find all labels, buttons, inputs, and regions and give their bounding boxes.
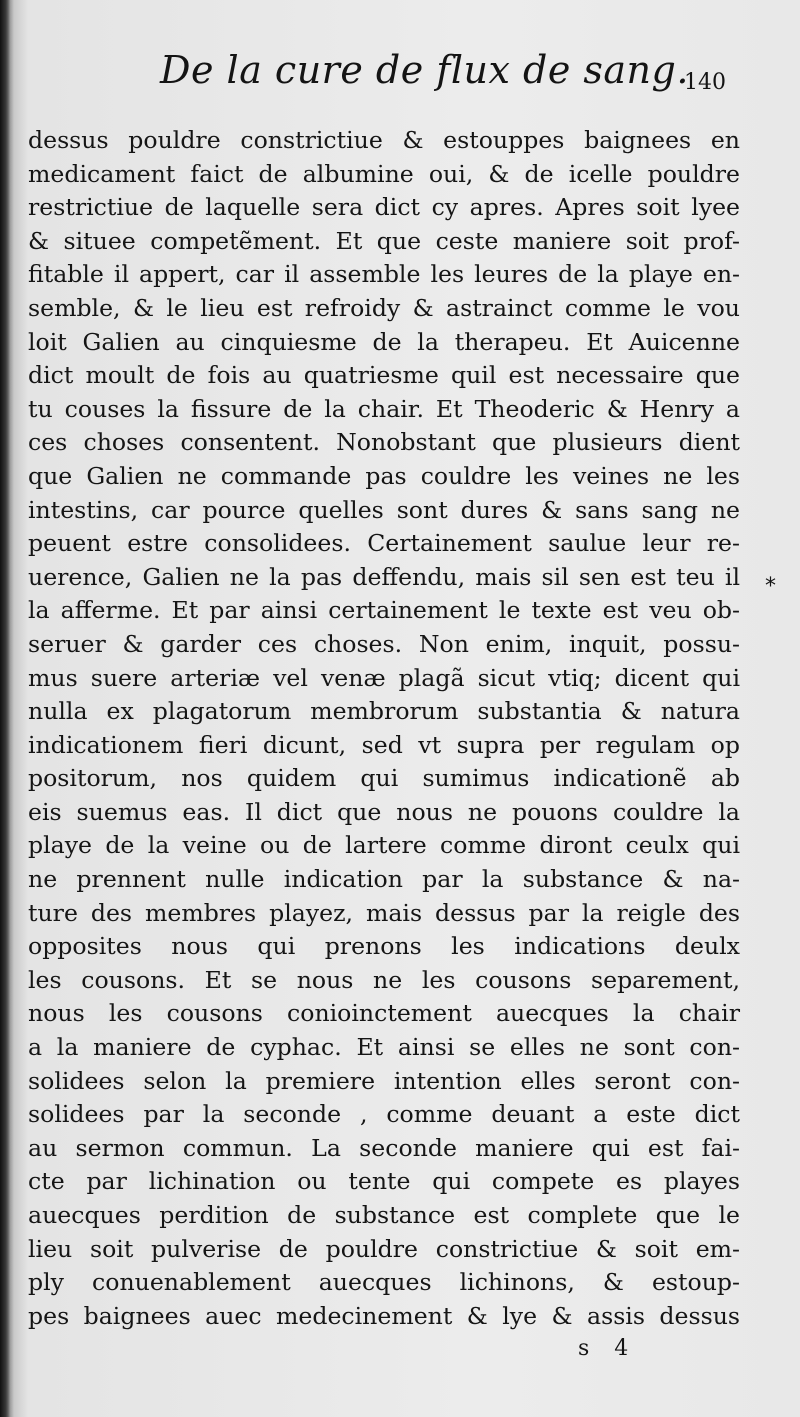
text-line: peuent estre consolidees. Certainement saulue leur re-: [28, 529, 740, 558]
text-line: indicationem fieri dicunt, sed vt supra per regulam op: [28, 730, 740, 759]
text-line: restrictiue de laquelle sera dict cy apres. Apres soit lyee: [28, 193, 740, 222]
text-line: medicament faict de albumine oui, & de icelle pouldre: [28, 159, 740, 188]
text-line: & situee competẽment. Et que ceste maniere soit prof-: [28, 226, 740, 255]
text-line: seruer & garder ces choses. Non enim, inquit, possu-: [28, 629, 740, 658]
text-line: pes baignees auec medecinement & lye & assis dessus: [28, 1301, 740, 1330]
text-line: solidees selon la premiere intention elles seront con-: [28, 1066, 740, 1095]
text-line: auecques perdition de substance est complete que le: [28, 1201, 740, 1229]
page-header: [0, 48, 800, 108]
page-number: 140: [684, 70, 726, 95]
text-line: nous les cousons conioinctement auecques la chair: [28, 999, 740, 1028]
text-line: lieu soit pulverise de pouldre constrictiue & soit em-: [28, 1234, 740, 1263]
text-line: uerence, Galien ne la pas deffendu, mais sil sen est teu il: [28, 562, 740, 591]
text-line: cte par lichination ou tente qui compete es playes: [28, 1167, 740, 1196]
text-line: mus suere arteriæ vel venæ plagã sicut vtiq; dicent qui: [28, 663, 740, 692]
text-line: intestins, car pource quelles sont dures & sans sang ne: [28, 495, 740, 524]
text-line: la afferme. Et par ainsi certainement le texte est veu ob-: [28, 596, 740, 625]
running-title: De la cure de flux de sang.: [160, 48, 689, 92]
text-line: ture des membres playez, mais dessus par la reigle des: [28, 898, 740, 927]
text-line: ne prennent nulle indication par la substance & na-: [28, 865, 740, 894]
signature-mark: s 4: [578, 1336, 629, 1361]
text-line: au sermon commun. La seconde maniere qui est fai-: [28, 1133, 740, 1162]
body-text: [28, 124, 740, 1333]
text-line: eis suemus eas. Il dict que nous ne pouons couldre la: [28, 797, 740, 826]
binding-shadow: [0, 0, 10, 1417]
text-line: loit Galien au cinquiesme de la therapeu. Et Auicenne: [28, 327, 740, 356]
text-line: les cousons. Et se nous ne les cousons separement,: [28, 965, 740, 994]
text-line: semble, & le lieu est refroidy & astrainct comme le vou: [28, 293, 740, 322]
text-line: solidees par la seconde , comme deuant a este dict: [28, 1100, 740, 1129]
text-line: dict moult de fois au quatriesme quil est necessaire que: [28, 361, 740, 390]
text-line: fitable il appert, car il assemble les leures de la playe en-: [28, 260, 740, 289]
text-line: dessus pouldre constrictiue & estouppes baignees en: [28, 126, 740, 154]
page-footer: [0, 1336, 800, 1376]
text-line: que Galien ne commande pas couldre les veines ne les: [28, 461, 740, 490]
text-line: nulla ex plagatorum membrorum substantia & natura: [28, 697, 740, 726]
text-line: a la maniere de cyphac. Et ainsi se elles ne sont con-: [28, 1033, 740, 1062]
text-line: opposites nous qui prenons les indications deulx: [28, 932, 740, 961]
text-line: tu couses la fissure de la chair. Et Theoderic & Henry a: [28, 394, 740, 423]
margin-asterisk: *: [765, 574, 776, 599]
text-line: playe de la veine ou de lartere comme diront ceulx qui: [28, 831, 740, 860]
text-line: ces choses consentent. Nonobstant que plusieurs dient: [28, 428, 740, 457]
text-line: ply conuenablement auecques lichinons, & estoup-: [28, 1268, 740, 1297]
text-line: positorum, nos quidem qui sumimus indicationẽ ab: [28, 764, 740, 793]
